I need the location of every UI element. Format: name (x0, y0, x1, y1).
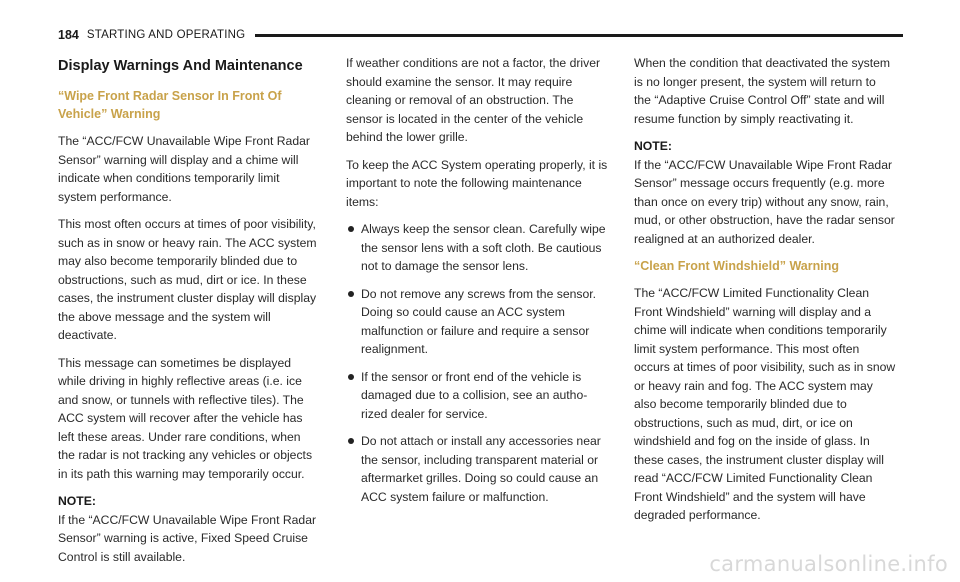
note-label: NOTE: (58, 494, 96, 508)
paragraph: If weather conditions are not a factor, the driver should examine the sensor. It may require cleaning or removal of an obstruction. The sensor is located in the center of the vehicle behind the lower grille. (346, 56, 601, 144)
list-item (346, 368, 608, 424)
section-title: STARTING AND OPERATING (86, 29, 246, 41)
bullet-icon (348, 291, 354, 297)
list-item-text: Do not remove any screws from the sensor. Doing so could cause an ACC system malfunction or failure and require a sensor realignment. (361, 286, 597, 356)
header-rule (255, 34, 903, 37)
paragraph: To keep the ACC System operating properly, it is important to note the following maintenance items: (346, 157, 608, 209)
list-item-text: Always keep the sensor clean. Carefully wipe the sensor lens with a soft cloth. Be cautious not to damage the sensor lens. (361, 222, 606, 273)
bullet-icon (348, 374, 354, 380)
paragraph: When the condition that deactivated the system is no longer present, the system will return to the “Adaptive Cruise Control Off” state and will resume function by simply reactivating it. (634, 56, 891, 126)
paragraph: This message can sometimes be displayed while driving in highly reflective areas (i.e. ice and snow, or tunnels with reflective tiles). The ACC system will recover after the vehicle has left these areas. Under rare conditions, when the radar is not tracking any vehicles or objects in its path this warning may temporarily occur. (58, 355, 313, 481)
list-item-text: If the sensor or front end of the vehicle is damaged due to a collision, see an autho-rized dealer for service. (361, 369, 588, 421)
paragraph: The “ACC/FCW Unavailable Wipe Front Radar Sensor” warning will display and a chime will indicate when conditions temporarily limit system performance. (58, 134, 310, 204)
maintenance-list (346, 220, 608, 506)
list-item-text: Do not attach or install any accessories near the sensor, including transparent material or aftermarket grilles. Doing so could cause an ACC system failure or malfunction. (361, 434, 601, 504)
page-title: Display Warnings And Maintenance (58, 58, 303, 74)
note-text: If the “ACC/FCW Unavailable Wipe Front Radar Sensor” message occurs frequently (e.g. more than once on every trip) without any snow, rain, mud, or other obstruction, have the radar sensor realigned at an authorized dealer. (634, 157, 895, 246)
paragraph: This most often occurs at times of poor visibility, such as in snow or heavy rain. The ACC system may also become temporarily blinded due to obstructions, such as mud, dirt or ice. In these cases, the instrument cluster display will display the above message and the system will deactivate. (58, 217, 317, 342)
page-number: 184 (58, 28, 79, 42)
column-3 (634, 54, 896, 534)
column-2 (346, 54, 608, 515)
paragraph: The “ACC/FCW Limited Functionality Clean Front Windshield” warning will display and a chime will indicate when conditions temporarily limit system performance. This most often occurs at times of poor visibility, such as in snow or heavy rain and fog. The ACC system may also become temporarily blinded due to obstructions, such as mud, dirt, or ice on windshield and fog on the inside of glass. In these cases, the instrument cluster display will read “ACC/FCW Limited Functionality Clean Front Windshield” and the system will have degraded performance. (634, 286, 896, 522)
list-item (346, 285, 608, 359)
subheading-clean-windshield: “Clean Front Windshield” Warning (634, 259, 839, 273)
note-block (634, 137, 896, 248)
watermark: carmanualsonline.info (709, 552, 948, 576)
column-1 (58, 54, 320, 575)
subheading-wipe-front-radar: “Wipe Front Radar Sensor In Front Of Vehicle” Warning (58, 89, 282, 121)
note-block (58, 492, 320, 566)
note-text: If the “ACC/FCW Unavailable Wipe Front Radar Sensor” warning is active, Fixed Speed Cruise Control is still available. (58, 512, 317, 564)
note-label: NOTE: (634, 139, 672, 153)
page-header (58, 25, 903, 45)
list-item (346, 220, 608, 276)
bullet-icon (348, 438, 354, 444)
bullet-icon (348, 226, 354, 232)
list-item (346, 432, 608, 506)
